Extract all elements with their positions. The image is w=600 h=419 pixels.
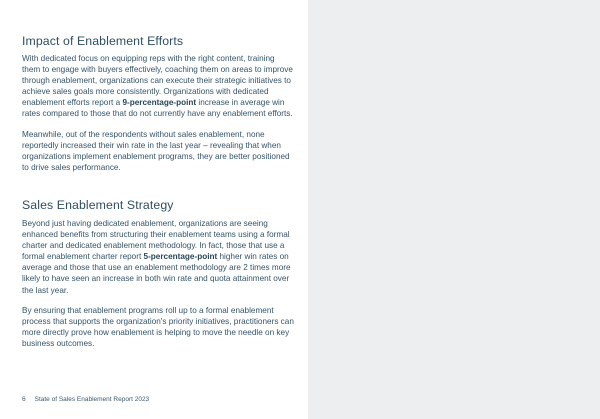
highlight-5-percentage-point: 5-percentage-point bbox=[143, 252, 218, 262]
strategy-paragraph-1-before: Beyond just having dedicated enablement, organizations are seeing enhanced benefits from structuring their enablement teams using a formal charter and dedicated enablement methodology. In fact, those that use a formal enablement charter report bbox=[22, 218, 290, 262]
page-footer bbox=[22, 396, 149, 403]
page-content bbox=[22, 33, 294, 349]
blank-facing-page bbox=[308, 0, 600, 419]
impact-paragraph-2: Meanwhile, out of the respondents without sales enablement, none reportedly increased their win rate in the last year – revealing that when organizations implement enablement programs, they are better positioned to drive sales performance. bbox=[22, 129, 290, 172]
impact-paragraph-1-before: With dedicated focus on equipping reps with the right content, training them to engage with buyers effectively, coaching them on areas to improve through enablement, organizations can execute their strategic initiatives to achieve sales goals more consistently. Organizations with dedicated enablement efforts report a bbox=[22, 54, 293, 108]
strategy-paragraph-2: By ensuring that enablement programs roll up to a formal enablement process that supports the organization's priority initiatives, practitioners can more directly prove how enablement is helping to move the needle on key business outcomes. bbox=[22, 305, 294, 348]
section-heading-impact: Impact of Enablement Efforts bbox=[22, 34, 184, 48]
impact-paragraph-1-after: increase in average win rates compared to those that do not currently have any enablement efforts. bbox=[22, 98, 293, 119]
strategy-paragraph-1 bbox=[22, 218, 294, 296]
highlight-9-percentage-point: 9-percentage-point bbox=[122, 98, 197, 108]
section-heading-strategy: Sales Enablement Strategy bbox=[22, 197, 174, 212]
page-number: 6 bbox=[22, 396, 26, 403]
strategy-paragraph-1-after: higher win rates on average and those that use an enablement methodology are 2 times more likely to have seen an increase in both win rate and quota attainment over the last year. bbox=[22, 252, 291, 295]
report-title: State of Sales Enablement Report 2023 bbox=[34, 396, 150, 403]
impact-paragraph-1 bbox=[22, 53, 294, 120]
